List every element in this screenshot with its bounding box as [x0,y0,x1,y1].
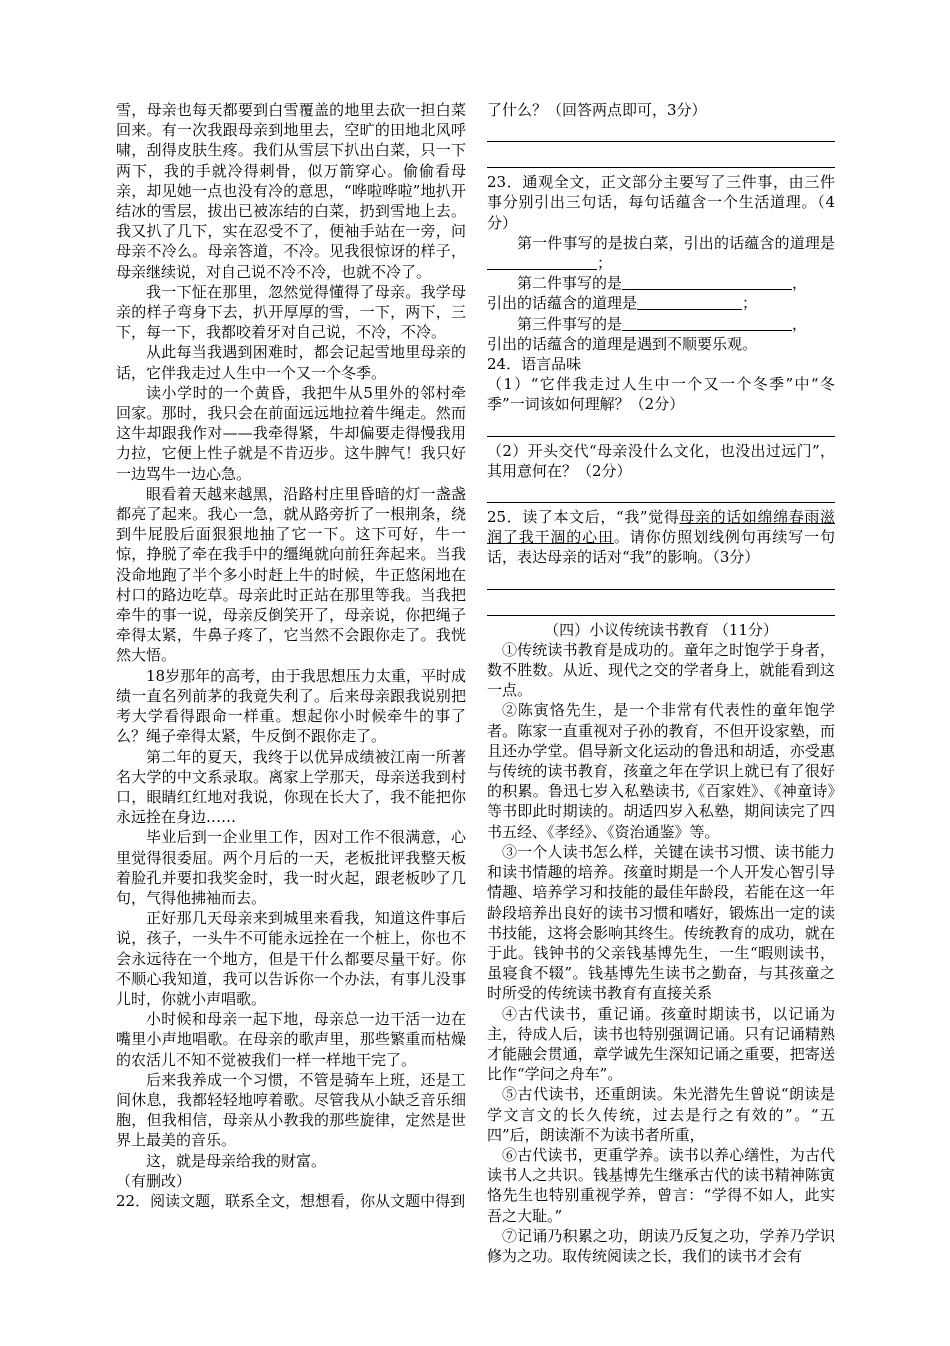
question-25 [487,507,835,568]
question-23: 23．通观全文，正文部分主要写了三件事，由三件事分别引出三句话，每句话蕴含一个生活道理。（4分） [487,173,835,232]
answer-line-25a[interactable] [487,568,835,590]
answer-line-22a[interactable] [487,120,835,142]
essay-paragraph-4: ④古代读书，重记诵。孩童时期读书，以记诵为主，待成人后，读书也特别强调记诵。只有记诵精熟才能融会贯通，章学诚先生深知记诵之重要，把寄送比作“学问之舟车”。 [487,1004,835,1084]
question-22: 22．阅读文题，联系全文，想想看，你从文题中得到 [116,1191,466,1210]
answer-blank-23a[interactable] [487,254,597,270]
question-22-continued: 了什么？（回答两点即可，3分） [487,101,707,119]
story-paragraph-8: 毕业后到一企业里工作，因对工作不很满意，心里觉得很委屈。两个月后的一天，老板批评我整天板着脸孔并要扣我奖金时，我一时火起，跟老板吵了几句，气得他拂袖而去。 [116,828,466,907]
q25-text-a: 25．读了本文后，“我”觉得 [487,508,680,527]
q23-first-text: 第一件事写的是拔白菜，引出的话蕴含的道理是 [517,233,835,252]
section-4-title: （四）小议传统读书教育 （11分） [544,620,778,639]
question-24: 24．语言品味 [487,355,582,374]
answer-blank-23c[interactable] [622,315,792,331]
question-24-1: （1）“它伴我走过人生中一个又一个冬季”中“冬季”一词该如何理解？（2分） [487,375,835,414]
question-23-second: 第二件事写的是 ， [517,274,808,293]
question-23-third: 第三件事写的是 ， [517,314,808,333]
essay-paragraph-3: ③一个人读书怎么样，关键在读书习惯、读书能力和读书情趣的培养。孩童时期是一个人开发心智引导情趣、培养学习和技能的最佳年龄段，若能在这一年龄段培养出良好的读书习惯和嗜好，锻炼出一定的读书技能，这将会影响其终生。传统教育的成功，就在于此。钱钟书的父亲钱基博先生，一生“暇则读书，虽寝食不辍”。钱基博先生读书之勤奋，与其孩童之时所受的传统读书教育有直接关系 [487,842,835,1003]
question-23-first: 第一件事写的是拔白菜，引出的话蕴含的道理是； [487,233,835,273]
story-paragraph-11: 后来我养成一个习惯，不管是骑车上班，还是工间休息，我都轻轻地哼着歌。尽管我从小缺乏音乐细胞，但我相信，母亲从小教我的那些旋律，定然是世界上最美的音乐。 [116,1070,466,1150]
story-paragraph-7: 第二年的夏天，我终于以优异成绩被江南一所著名大学的中文系录取。离家上学那天，母亲送我到村口，眼睛红红地对我说，你现在长大了，我不能把你永远拴在身边…… [116,747,466,827]
story-paragraph-6: 18岁那年的高考，由于我思想压力太重，平时成绩一直名列前茅的我竟失利了。后来母亲跟我说别把考大学看得跟命一样重。想起你小时候牵牛的事了么？绳子牵得太紧，牛反倒不跟你走了。 [116,666,466,746]
q23-second-text: 第二件事写的是 [517,274,623,293]
question-23-third-reason: 引出的话蕴含的道理是遇到不顺要乐观。 [487,334,758,353]
story-paragraph-10: 小时候和母亲一起下地，母亲总一边干活一边在嘴里小声地唱歌。在母亲的歌声里，那些繁重而枯燥的农活儿不知不觉被我们一样一样地干完了。 [116,1010,466,1069]
left-column [116,100,466,1211]
essay-paragraph-6: ⑥古代读书，更重学养。读书以养心缮性，为古代读书人之共识。钱基博先生继承古代的读书精神陈寅恪先生也特别重视学养，曾言：“学得不如人，此实吾之大耻。” [487,1145,835,1225]
story-paragraph-1: 雪，母亲也每天都要到白雪覆盖的地里去砍一担白菜回来。有一次我跟母亲到地里去，空旷的田地北风呼啸，刮得皮肤生疼。我们从雪层下扒出白菜，只一下两下，我的手就冷得刺骨，似万箭穿心。偷偷看母亲，却见她一点也没有冷的意思，“哗啦哗啦”地扒开结冰的雪层，拔出已被冻结的白菜，扔到雪地上去。我又扒了几下，实在忍受不了，便袖手站在一旁，问母亲不冷么。母亲答道，不冷。见我很惊讶的样子，母亲继续说，对自己说不冷不冷，也就不冷了。 [116,101,466,281]
story-paragraph-2: 我一下怔在那里，忽然觉得懂得了母亲。我学母亲的样子弯身下去，扒开厚厚的雪，一下，两下，三下，每一下，我都咬着牙对自己说，不冷，不冷。 [116,282,466,342]
essay-paragraph-2: ②陈寅恪先生，是一个非常有代表性的童年饱学者。陈家一直重视对子孙的教育，不但开设家塾，而且还办学堂。倡导新文化运动的鲁迅和胡适，亦受惠与传统的读书教育，孩童之年在学识上就已有了很好的积累。鲁迅七岁入私塾读书,《百家姓》、《神童诗》等书即此时期读的。胡适四岁入私塾，期间读完了四书五经、《孝经》、《资治通鉴》等。 [487,701,835,841]
q25-underlined-example: 母亲的话如绵绵春雨滋润了我干涸的心田 [487,508,835,547]
answer-line-22b[interactable] [487,146,835,168]
essay-paragraph-1: ①传统读书教育是成功的。童年之时饱学于身者，数不胜数。从近、现代之交的学者身上，就能看到这一点。 [487,640,835,700]
story-paragraph-12: 这，就是母亲给我的财富。 [146,1151,327,1170]
essay-paragraph-5: ⑤古代读书，还重朗读。朱光潜先生曾说“朗读是学文言文的长久传统，过去是行之有效的”。“五四”后，朗读渐不为读书者所重， [487,1085,835,1144]
essay-paragraph-7: ⑦记诵乃积累之功，朗读乃反复之功，学养乃学识修为之功。取传统阅读之长，我们的读书才会有 [487,1226,835,1265]
q23-third-text: 第三件事写的是 [517,314,623,333]
story-paragraph-4: 读小学时的一个黄昏，我把牛从5里外的邻村牵回家。那时，我只会在前面远远地拉着牛绳走。然而这牛却跟我作对——我牵得紧，牛却偏要走得慢我用力拉，它便上性子就是不肯迈步。这牛脾气！我只好一边骂牛一边心急。 [116,383,466,483]
q25-text-b: 。请你仿照划线例句再续写一句话，表达母亲的话对“我”的影响。（3分） [487,528,835,567]
answer-line-24-2[interactable] [487,481,835,503]
answer-blank-23b2[interactable] [637,294,742,310]
answer-blank-23b1[interactable] [622,274,792,290]
answer-line-25b[interactable] [487,594,835,616]
q23-second-reason-text: 引出的话蕴含的道理是 [487,294,638,313]
answer-line-24-1[interactable] [487,415,835,437]
question-23-second-reason: 引出的话蕴含的道理是 ； [487,294,758,313]
story-paragraph-3: 从此每当我遇到困难时，都会记起雪地里母亲的话，它伴我走过人生中一个又一个冬季。 [116,343,466,382]
source-note: （有删改） [116,1171,192,1190]
story-paragraph-9: 正好那几天母亲来到城里来看我，知道这件事后说，孩子，一头牛不可能永远拴在一个桩上，你也不会永远待在一个地方，但是干什么都要尽量干好。你不顺心我知道，我可以告诉你一个办法，有事儿没事儿时，你就小声唱歌。 [116,909,466,1008]
question-24-2: （2）开头交代“母亲没什么文化，也没出过远门”，其用意何在？（2分） [487,441,835,480]
story-paragraph-5: 眼看着天越来越黑，沿路村庄里昏暗的灯一盏盏都亮了起来。我心一急，就从路旁折了一根荆条，绕到牛屁股后面狠狠地抽了它一下。这下可好，牛一惊，挣脱了牵在我手中的缰绳就向前狂奔起来。当我没命地跑了半个多小时赶上牛的时候，牛正悠闲地在村口的路边吃草。母亲此时正站在那里等我。当我把牵牛的事一说，母亲反倒笑开了，母亲说，你把绳子牵得太紧，牛鼻子疼了，它当然不会跟你走了。我恍然大悟。 [116,484,466,665]
right-column [487,100,835,1266]
